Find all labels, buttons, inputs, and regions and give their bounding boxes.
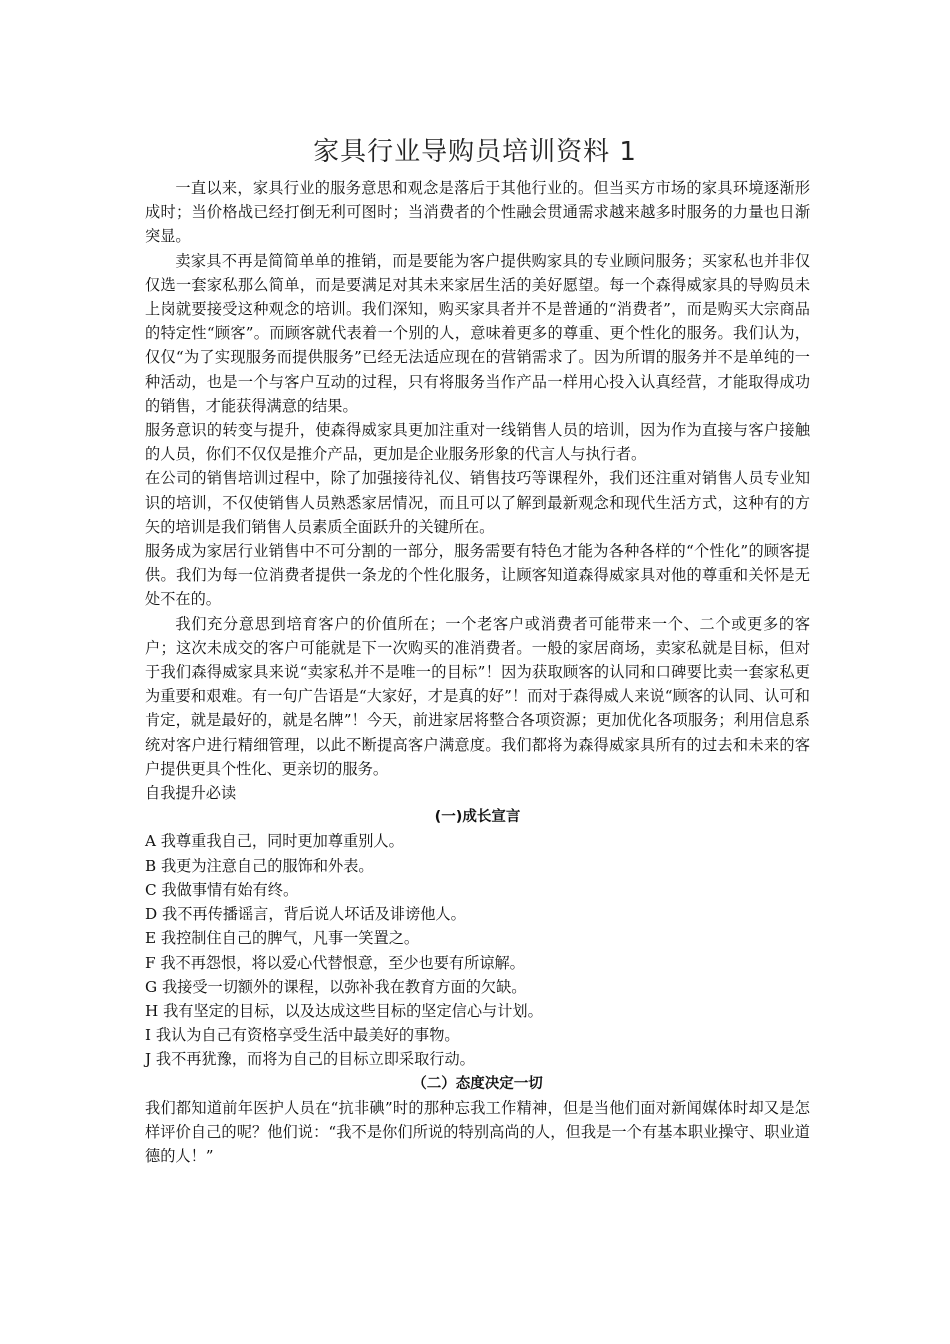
- self-improvement-label: 自我提升必读: [145, 784, 237, 803]
- list-item: E 我控制住自己的脾气，凡事一笑置之。: [145, 929, 420, 948]
- document-body: [145, 176, 810, 1168]
- list-item: F 我不再怨恨，将以爱心代替恨意，至少也要有所谅解。: [145, 953, 525, 972]
- paragraph-personalized-service: 服务成为家居行业销售中不可分割的一部分，服务需要有特色才能为各种各样的“个性化”的顾客提供。我们为每一位消费者提供一条龙的个性化服务，让顾客知道森得威家具对他的尊重和关怀是无处不在的。: [145, 542, 810, 609]
- paragraph-attitude: 我们都知道前年医护人员在“抗非碘”时的那种忘我工作精神，但是当他们面对新闻媒体时却又是怎样评价自己的呢？他们说：“我不是你们所说的特别高尚的人，但我是一个有基本职业操守、职业道德的人！”: [145, 1098, 810, 1166]
- growth-declaration-list: [145, 829, 810, 1071]
- section-heading-attitude: （二）态度决定一切: [412, 1075, 543, 1092]
- document-title: 家具行业导购员培训资料 1: [313, 137, 637, 167]
- list-item: J 我不再犹豫，而将为自己的目标立即采取行动。: [145, 1050, 475, 1069]
- list-item: D 我不再传播谣言，背后说人坏话及诽谤他人。: [145, 905, 466, 924]
- list-item: G 我接受一切额外的课程，以弥补我在教育方面的欠缺。: [145, 977, 527, 996]
- paragraph-training-process: 在公司的销售培训过程中，除了加强接待礼仪、销售技巧等课程外，我们还注重对销售人员专业知识的培训，不仅使销售人员熟悉家居情况，而且可以了解到最新观念和现代生活方式，这种有的方矢的培训是我们销售人员素质全面跃升的关键所在。: [145, 469, 810, 536]
- list-item: I 我认为自己有资格享受生活中最美好的事物。: [145, 1026, 460, 1045]
- paragraph-intro: 一直以来，家具行业的服务意思和观念是落后于其他行业的。但当买方市场的家具环境逐渐形成时；当价格战已经打倒无利可图时；当消费者的个性融会贯通需求越来越多时服务的力量也日渐突显。: [145, 179, 810, 246]
- paragraph-service-concept: 卖家具不再是简简单单的推销，而是要能为客户提供购家具的专业顾问服务；买家私也并非仅仅选一套家私那么简单，而是要满足对其未来家居生活的美好愿望。每一个森得威家具的导购员未上岗就要接受这种观念的培训。我们深知，购买家具者并不是普通的“消费者”，而是购买大宗商品的特定性“顾客”。而顾客就代表着一个别的人，意味着更多的尊重、更个性化的服务。我们认为，仅仅“为了实现服务而提供服务”已经无法适应现在的营销需求了。因为所谓的服务并不是单纯的一种活动，也是一个与客户互动的过程，只有将服务当作产品一样用心投入认真经营，才能取得成功的销售，才能获得满意的结果。: [145, 251, 810, 415]
- paragraph-training-focus: 服务意识的转变与提升，使森得威家具更加注重对一线销售人员的培训，因为作为直接与客户接触的人员，你们不仅仅是推介产品，更加是企业服务形象的代言人与执行者。: [145, 421, 810, 464]
- paragraph-customer-value: 我们充分意思到培育客户的价值所在；一个老客户或消费者可能带来一个、二个或更多的客户；这次未成交的客户可能就是下一次购买的准消费者。一般的家居商场，卖家私就是目标，但对于我们森得威家具来说“卖家私并不是唯一的目标”！因为获取顾客的认同和口碑要比卖一套家私更为重要和艰难。有一句广告语是“大家好，才是真的好”！而对于森得威人来说“顾客的认同、认可和肯定，就是最好的，就是名牌”！今天，前进家居将整合各项资源；更加优化各项服务；利用信息系统对客户进行精细管理，以此不断提高客户满意度。我们都将为森得威家具所有的过去和未来的客户提供更具个性化、更亲切的服务。: [145, 614, 810, 778]
- section-heading-growth: (一)成长宣言: [434, 809, 521, 826]
- list-item: B 我更为注意自己的服饰和外表。: [145, 856, 374, 875]
- list-item: A 我尊重我自己，同时更加尊重别人。: [145, 832, 404, 851]
- list-item: H 我有坚定的目标，以及达成这些目标的坚定信心与计划。: [145, 1001, 543, 1020]
- list-item: C 我做事情有始有终。: [145, 880, 299, 899]
